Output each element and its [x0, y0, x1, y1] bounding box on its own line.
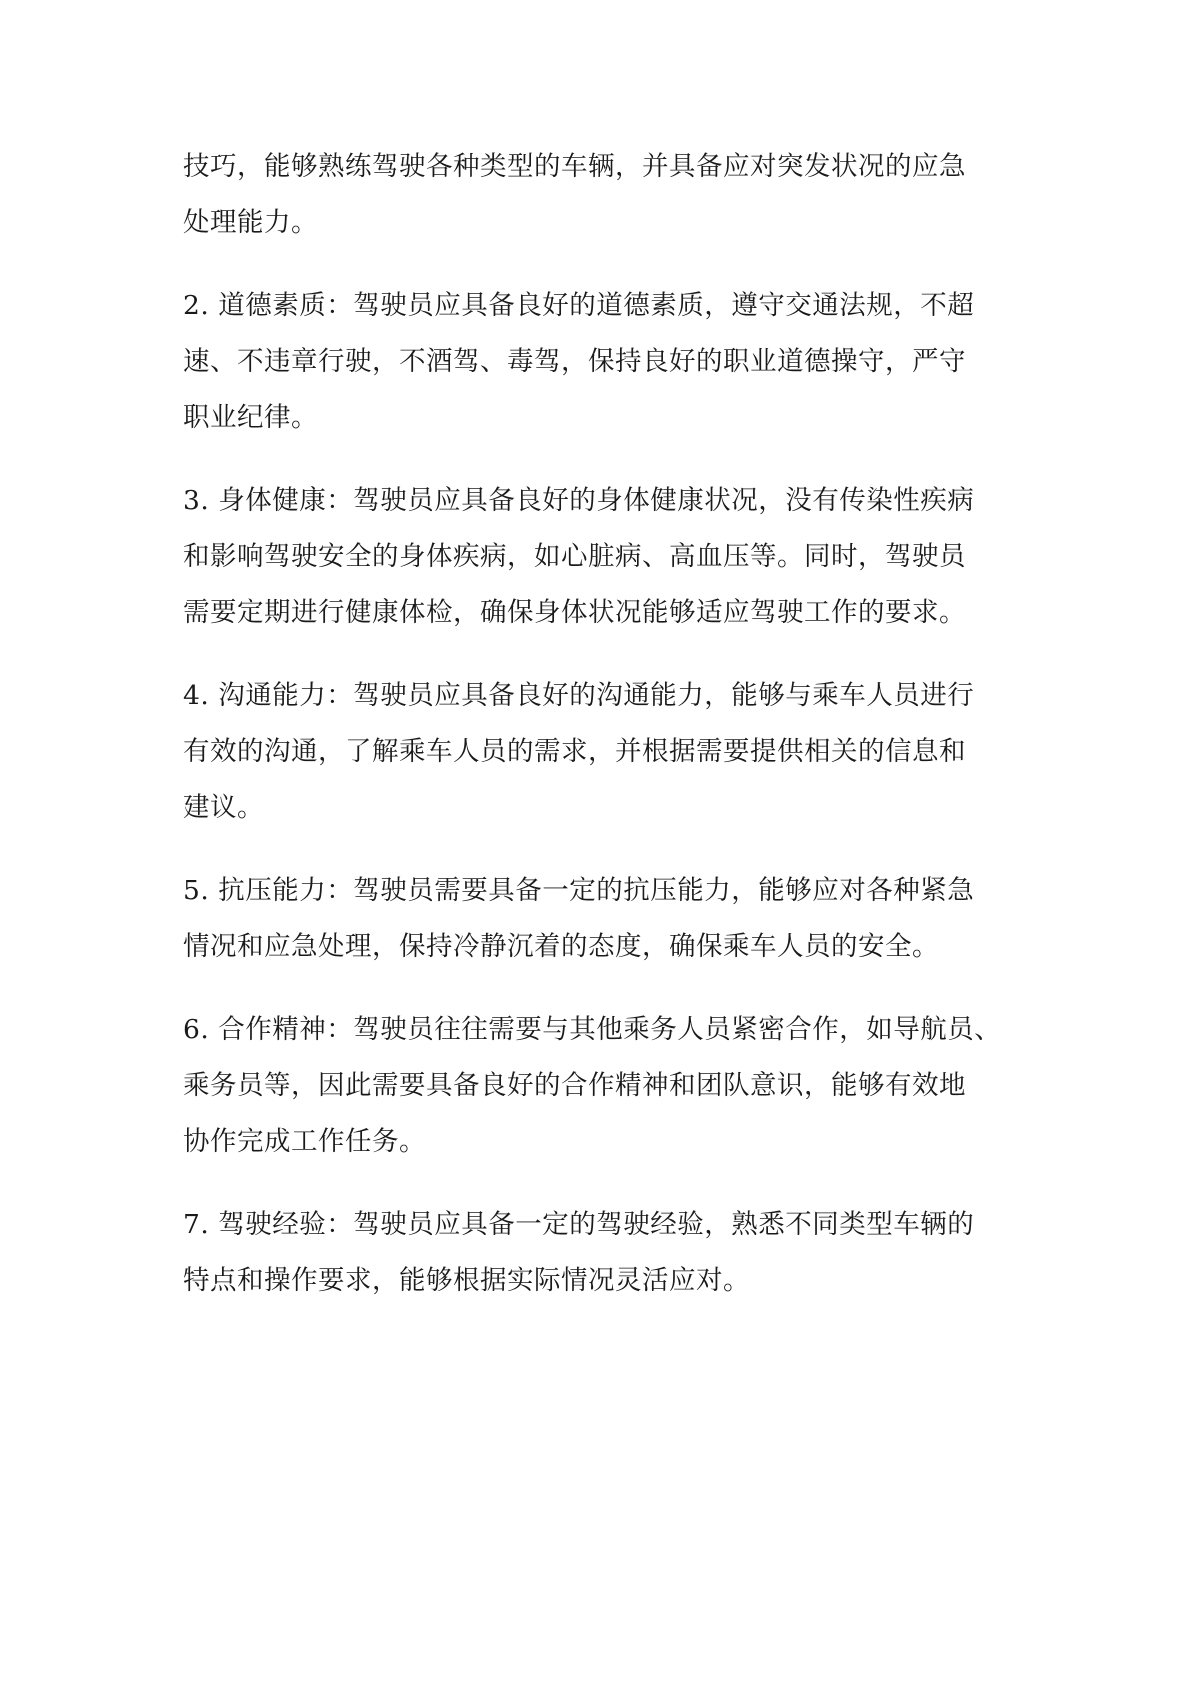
paragraph-item-6: 6. 合作精神：驾驶员往往需要与其他乘务人员紧密合作，如导航员、 乘务员等，因此需要具备良好的合作精神和团队意识，能够有效地 协作完成工作任务。	[183, 1014, 1002, 1157]
paragraph-continuation: 技巧，能够熟练驾驶各种类型的车辆，并具备应对突发状况的应急 处理能力。	[183, 151, 966, 238]
paragraph-item-5: 5. 抗压能力：驾驶员需要具备一定的抗压能力，能够应对各种紧急 情况和应急处理，保持冷静沉着的态度，确保乘车人员的安全。	[183, 875, 975, 962]
paragraph-item-3: 3. 身体健康：驾驶员应具备良好的身体健康状况，没有传染性疾病 和影响驾驶安全的身体疾病，如心脏病、高血压等。同时，驾驶员 需要定期进行健康体检，确保身体状况能够适应驾驶工作的要求。	[183, 485, 975, 628]
paragraph-item-4: 4. 沟通能力：驾驶员应具备良好的沟通能力，能够与乘车人员进行 有效的沟通，了解乘车人员的需求，并根据需要提供相关的信息和 建议。	[183, 680, 975, 823]
document-body	[183, 139, 1023, 1336]
paragraph-item-7: 7. 驾驶经验：驾驶员应具备一定的驾驶经验，熟悉不同类型车辆的 特点和操作要求，能够根据实际情况灵活应对。	[183, 1209, 975, 1296]
paragraph-item-2: 2. 道德素质：驾驶员应具备良好的道德素质，遵守交通法规，不超 速、不违章行驶，不酒驾、毒驾，保持良好的职业道德操守，严守 职业纪律。	[183, 290, 975, 433]
